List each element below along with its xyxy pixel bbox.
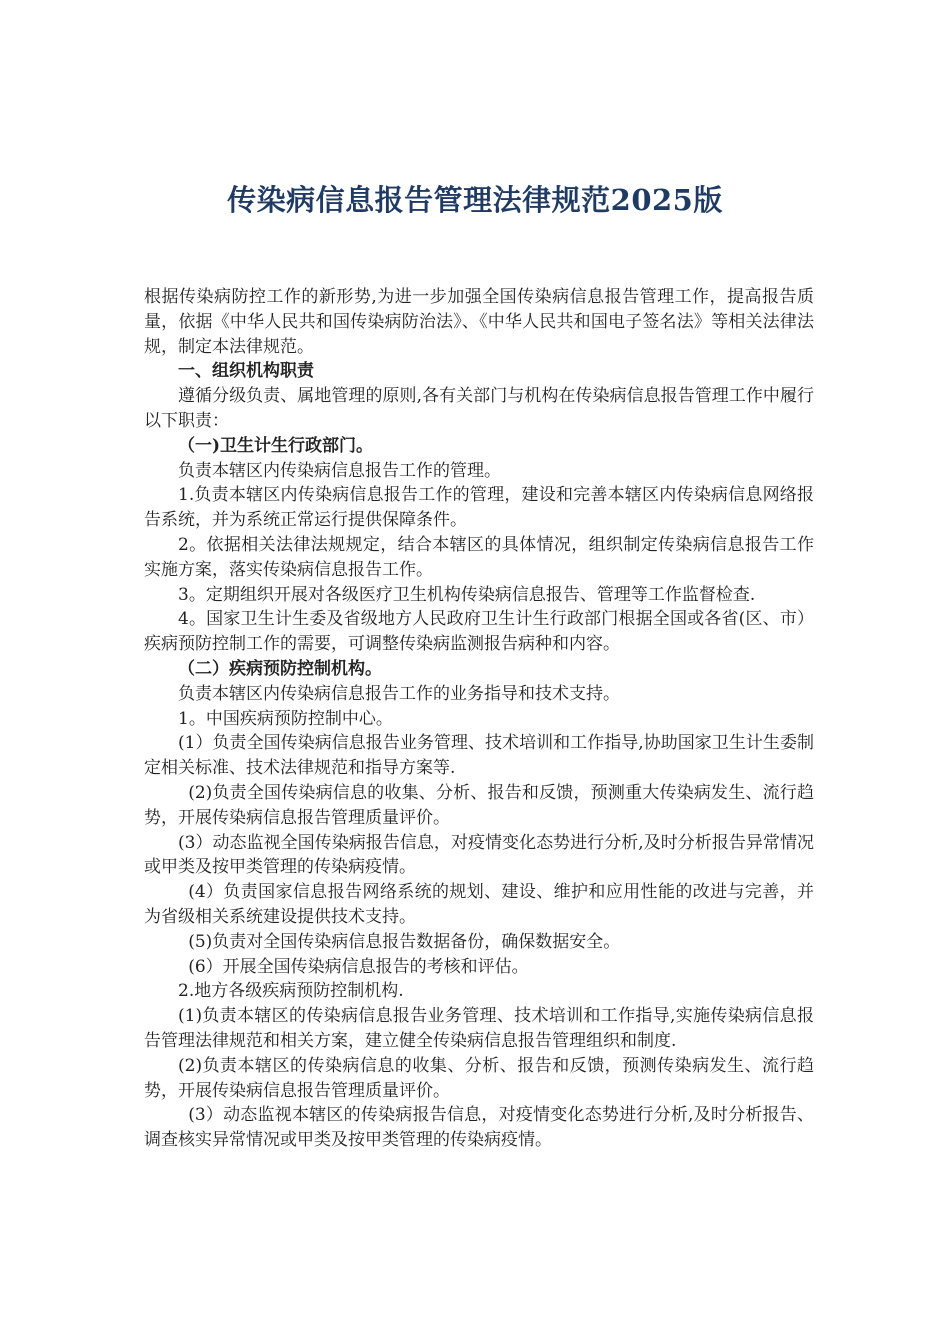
section-heading: 一、组织机构职责: [178, 361, 314, 382]
paragraph: (1)负责本辖区的传染病信息报告业务管理、技术培训和工作指导,实施传染病信息报告管理法律规范和相关方案，建立健全传染病信息报告管理组织和制度.: [144, 1006, 814, 1051]
paragraph: (1）负责全国传染病信息报告业务管理、技术培训和工作指导,协助国家卫生计生委制定相关标准、技术法律规范和指导方案等.: [144, 733, 814, 779]
paragraph: 2。依据相关法律法规规定，结合本辖区的具体情况，组织制定传染病信息报告工作实施方案，落实传染病信息报告工作。: [144, 534, 814, 580]
paragraph: 3。定期组织开展对各级医疗卫生机构传染病信息报告、管理等工作监督检查.: [178, 584, 756, 605]
paragraph: 1。中国疾病预防控制中心。: [178, 708, 393, 729]
paragraph: 遵循分级负责、属地管理的原则,各有关部门与机构在传染病信息报告管理工作中履行以下职责：: [144, 386, 814, 431]
paragraph: (2)负责本辖区的传染病信息的收集、分析、报告和反馈，预测传染病发生、流行趋势，开展传染病信息报告管理质量评价。: [144, 1055, 814, 1101]
paragraph: (6）开展全国传染病信息报告的考核和评估。: [188, 956, 529, 977]
paragraph: 4。国家卫生计生委及省级地方人民政府卫生计生行政部门根据全国或各省(区、市）疾病预防控制工作的需要，可调整传染病监测报告病种和内容。: [144, 609, 814, 655]
paragraph: 负责本辖区内传染病信息报告工作的管理。: [178, 460, 501, 481]
paragraph: 负责本辖区内传染病信息报告工作的业务指导和技术支持。: [178, 683, 620, 704]
paragraph: (4）负责国家信息报告网络系统的规划、建设、维护和应用性能的改进与完善，并为省级相关系统建设提供技术支持。: [144, 882, 814, 927]
paragraph: (3）动态监视全国传染病报告信息，对疫情变化态势进行分析,及时分析报告异常情况或甲类及按甲类管理的传染病疫情。: [144, 832, 814, 878]
section-heading: （二）疾病预防控制机构。: [178, 658, 382, 679]
paragraph: 2.地方各级疾病预防控制机构.: [178, 981, 404, 1002]
paragraph: 根据传染病防控工作的新形势,为进一步加强全国传染病信息报告管理工作，提高报告质量，依据《中华人民共和国传染病防治法》、《中华人民共和国电子签名法》等相关法律法规，制定本法律规范。: [144, 287, 814, 357]
paragraph: (5)负责对全国传染病信息报告数据备份，确保数据安全。: [188, 931, 621, 952]
section-heading: （一)卫生计生行政部门。: [178, 435, 374, 456]
document-title: 传染病信息报告管理法律规范2025版: [227, 183, 723, 217]
paragraph: (3）动态监视本辖区的传染病报告信息，对疫情变化态势进行分析,及时分析报告、调查核实异常情况或甲类及按甲类管理的传染病疫情。: [144, 1105, 814, 1151]
paragraph: 1.负责本辖区内传染病信息报告工作的管理，建设和完善本辖区内传染病信息网络报告系统，并为系统正常运行提供保障条件。: [144, 485, 814, 531]
document-body: [144, 285, 814, 1153]
paragraph: (2)负责全国传染病信息的收集、分析、报告和反馈，预测重大传染病发生、流行趋势，开展传染病信息报告管理质量评价。: [144, 782, 814, 828]
